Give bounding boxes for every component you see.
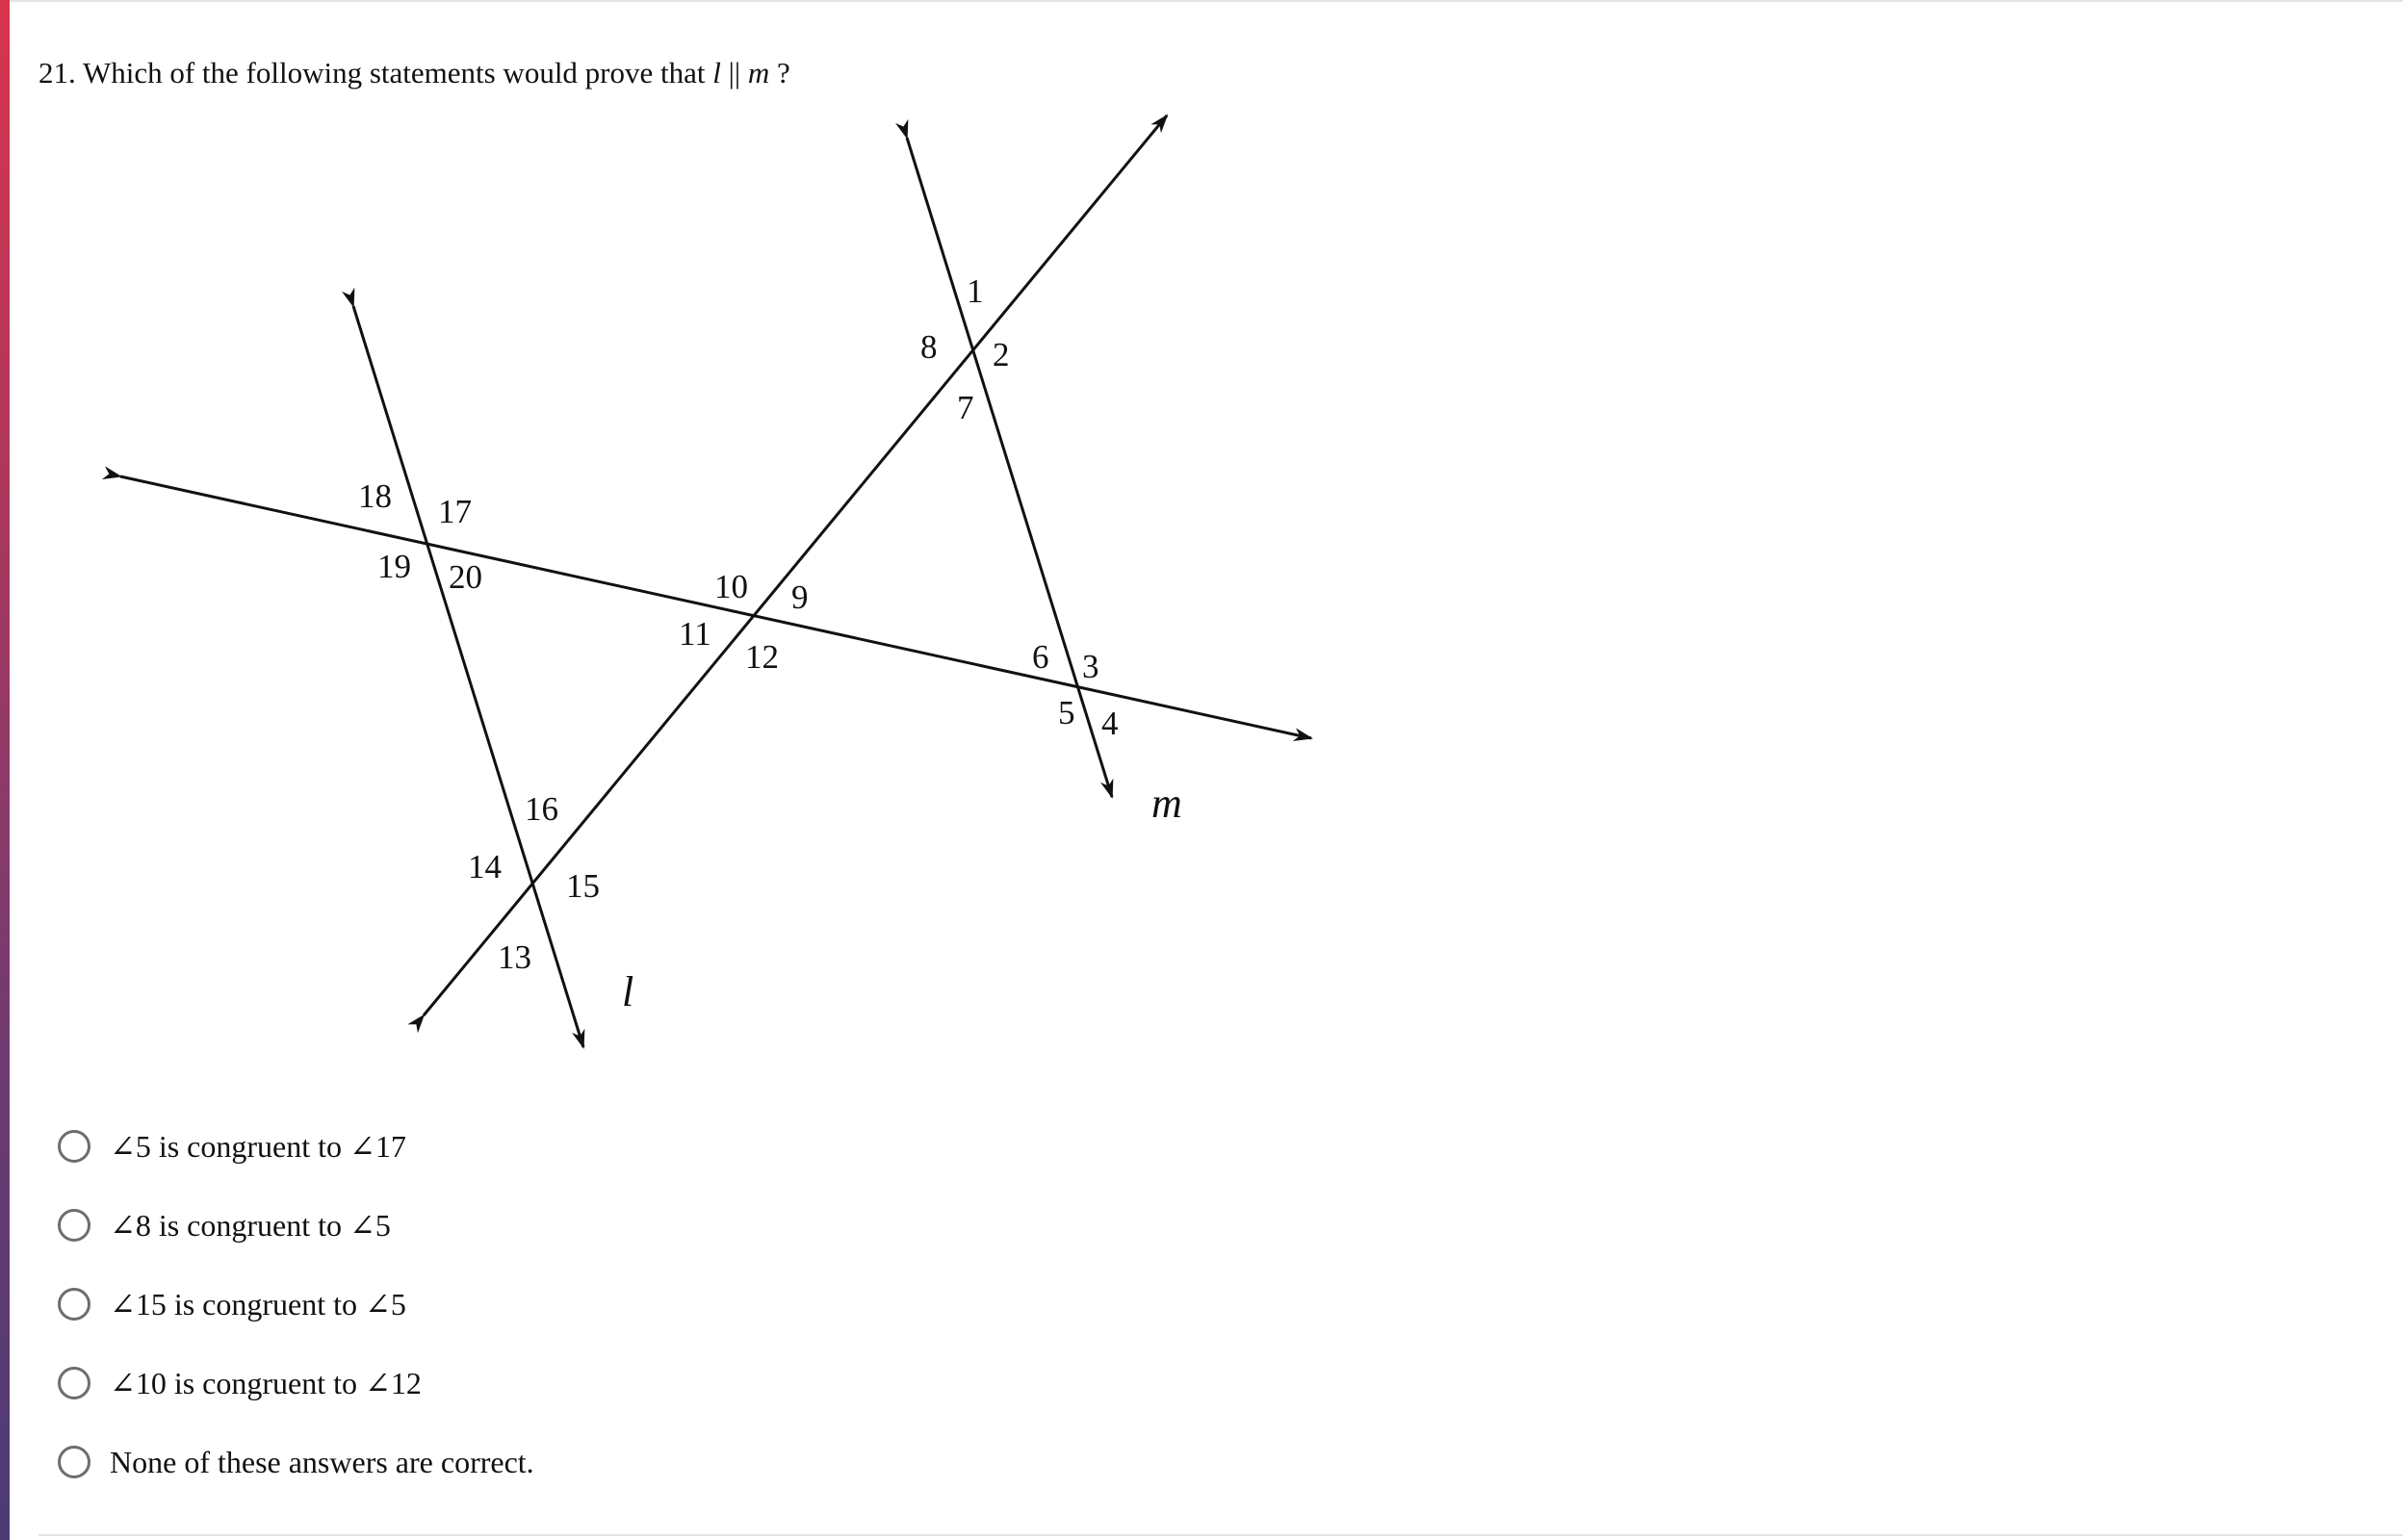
angle-label-20: 20 xyxy=(449,558,482,596)
line-l xyxy=(353,306,583,1047)
angle-label-14: 14 xyxy=(468,848,502,886)
angle-label-7: 7 xyxy=(957,389,974,426)
answer-option-label: ∠15 is congruent to ∠5 xyxy=(110,1287,406,1322)
answer-option-label: None of these answers are correct. xyxy=(110,1444,534,1479)
answer-options xyxy=(58,1107,534,1502)
answer-option-1[interactable] xyxy=(58,1107,534,1186)
angle-label-11: 11 xyxy=(679,615,711,653)
angle-label-10: 10 xyxy=(714,568,748,605)
radio-button-icon[interactable] xyxy=(58,1367,90,1399)
angle-label-17: 17 xyxy=(438,493,472,530)
diagonal-transversal xyxy=(424,116,1167,1015)
question-number: 21. xyxy=(39,56,76,90)
line-m-symbol: m xyxy=(747,56,770,90)
angle-label-9: 9 xyxy=(791,578,809,616)
answer-option-3[interactable] xyxy=(58,1265,534,1344)
answer-option-2[interactable] xyxy=(58,1186,534,1265)
parallel-symbol: || xyxy=(728,56,741,90)
radio-button-icon[interactable] xyxy=(58,1130,90,1163)
horizontal-transversal xyxy=(120,476,1311,738)
line-l-symbol: l xyxy=(712,56,721,90)
angle-label-15: 15 xyxy=(566,867,600,905)
angle-label-13: 13 xyxy=(498,938,531,976)
angle-label-3: 3 xyxy=(1082,648,1099,685)
line-m xyxy=(907,138,1112,797)
line-m-label: m xyxy=(1151,780,1182,827)
bottom-divider xyxy=(39,1534,2403,1536)
line-l-label: l xyxy=(622,968,634,1015)
answer-option-label: ∠10 is congruent to ∠12 xyxy=(110,1366,422,1400)
angle-label-1: 1 xyxy=(967,272,984,310)
answer-option-5[interactable] xyxy=(58,1423,534,1502)
angle-label-18: 18 xyxy=(358,477,392,515)
question-prompt: Which of the following statements would prove that xyxy=(82,56,706,90)
angle-label-5: 5 xyxy=(1058,694,1075,732)
angle-label-6: 6 xyxy=(1032,638,1049,676)
answer-option-label: ∠8 is congruent to ∠5 xyxy=(110,1208,391,1243)
angle-label-8: 8 xyxy=(920,328,938,366)
answer-option-4[interactable] xyxy=(58,1344,534,1423)
answer-option-label: ∠5 is congruent to ∠17 xyxy=(110,1129,406,1164)
angle-label-4: 4 xyxy=(1101,705,1119,742)
question-mark: ? xyxy=(776,56,790,90)
radio-button-icon[interactable] xyxy=(58,1288,90,1321)
radio-button-icon[interactable] xyxy=(58,1209,90,1242)
angle-label-16: 16 xyxy=(525,790,558,828)
angle-label-12: 12 xyxy=(745,638,779,676)
angle-label-19: 19 xyxy=(377,548,411,585)
radio-button-icon[interactable] xyxy=(58,1446,90,1478)
angle-label-2: 2 xyxy=(993,336,1010,373)
